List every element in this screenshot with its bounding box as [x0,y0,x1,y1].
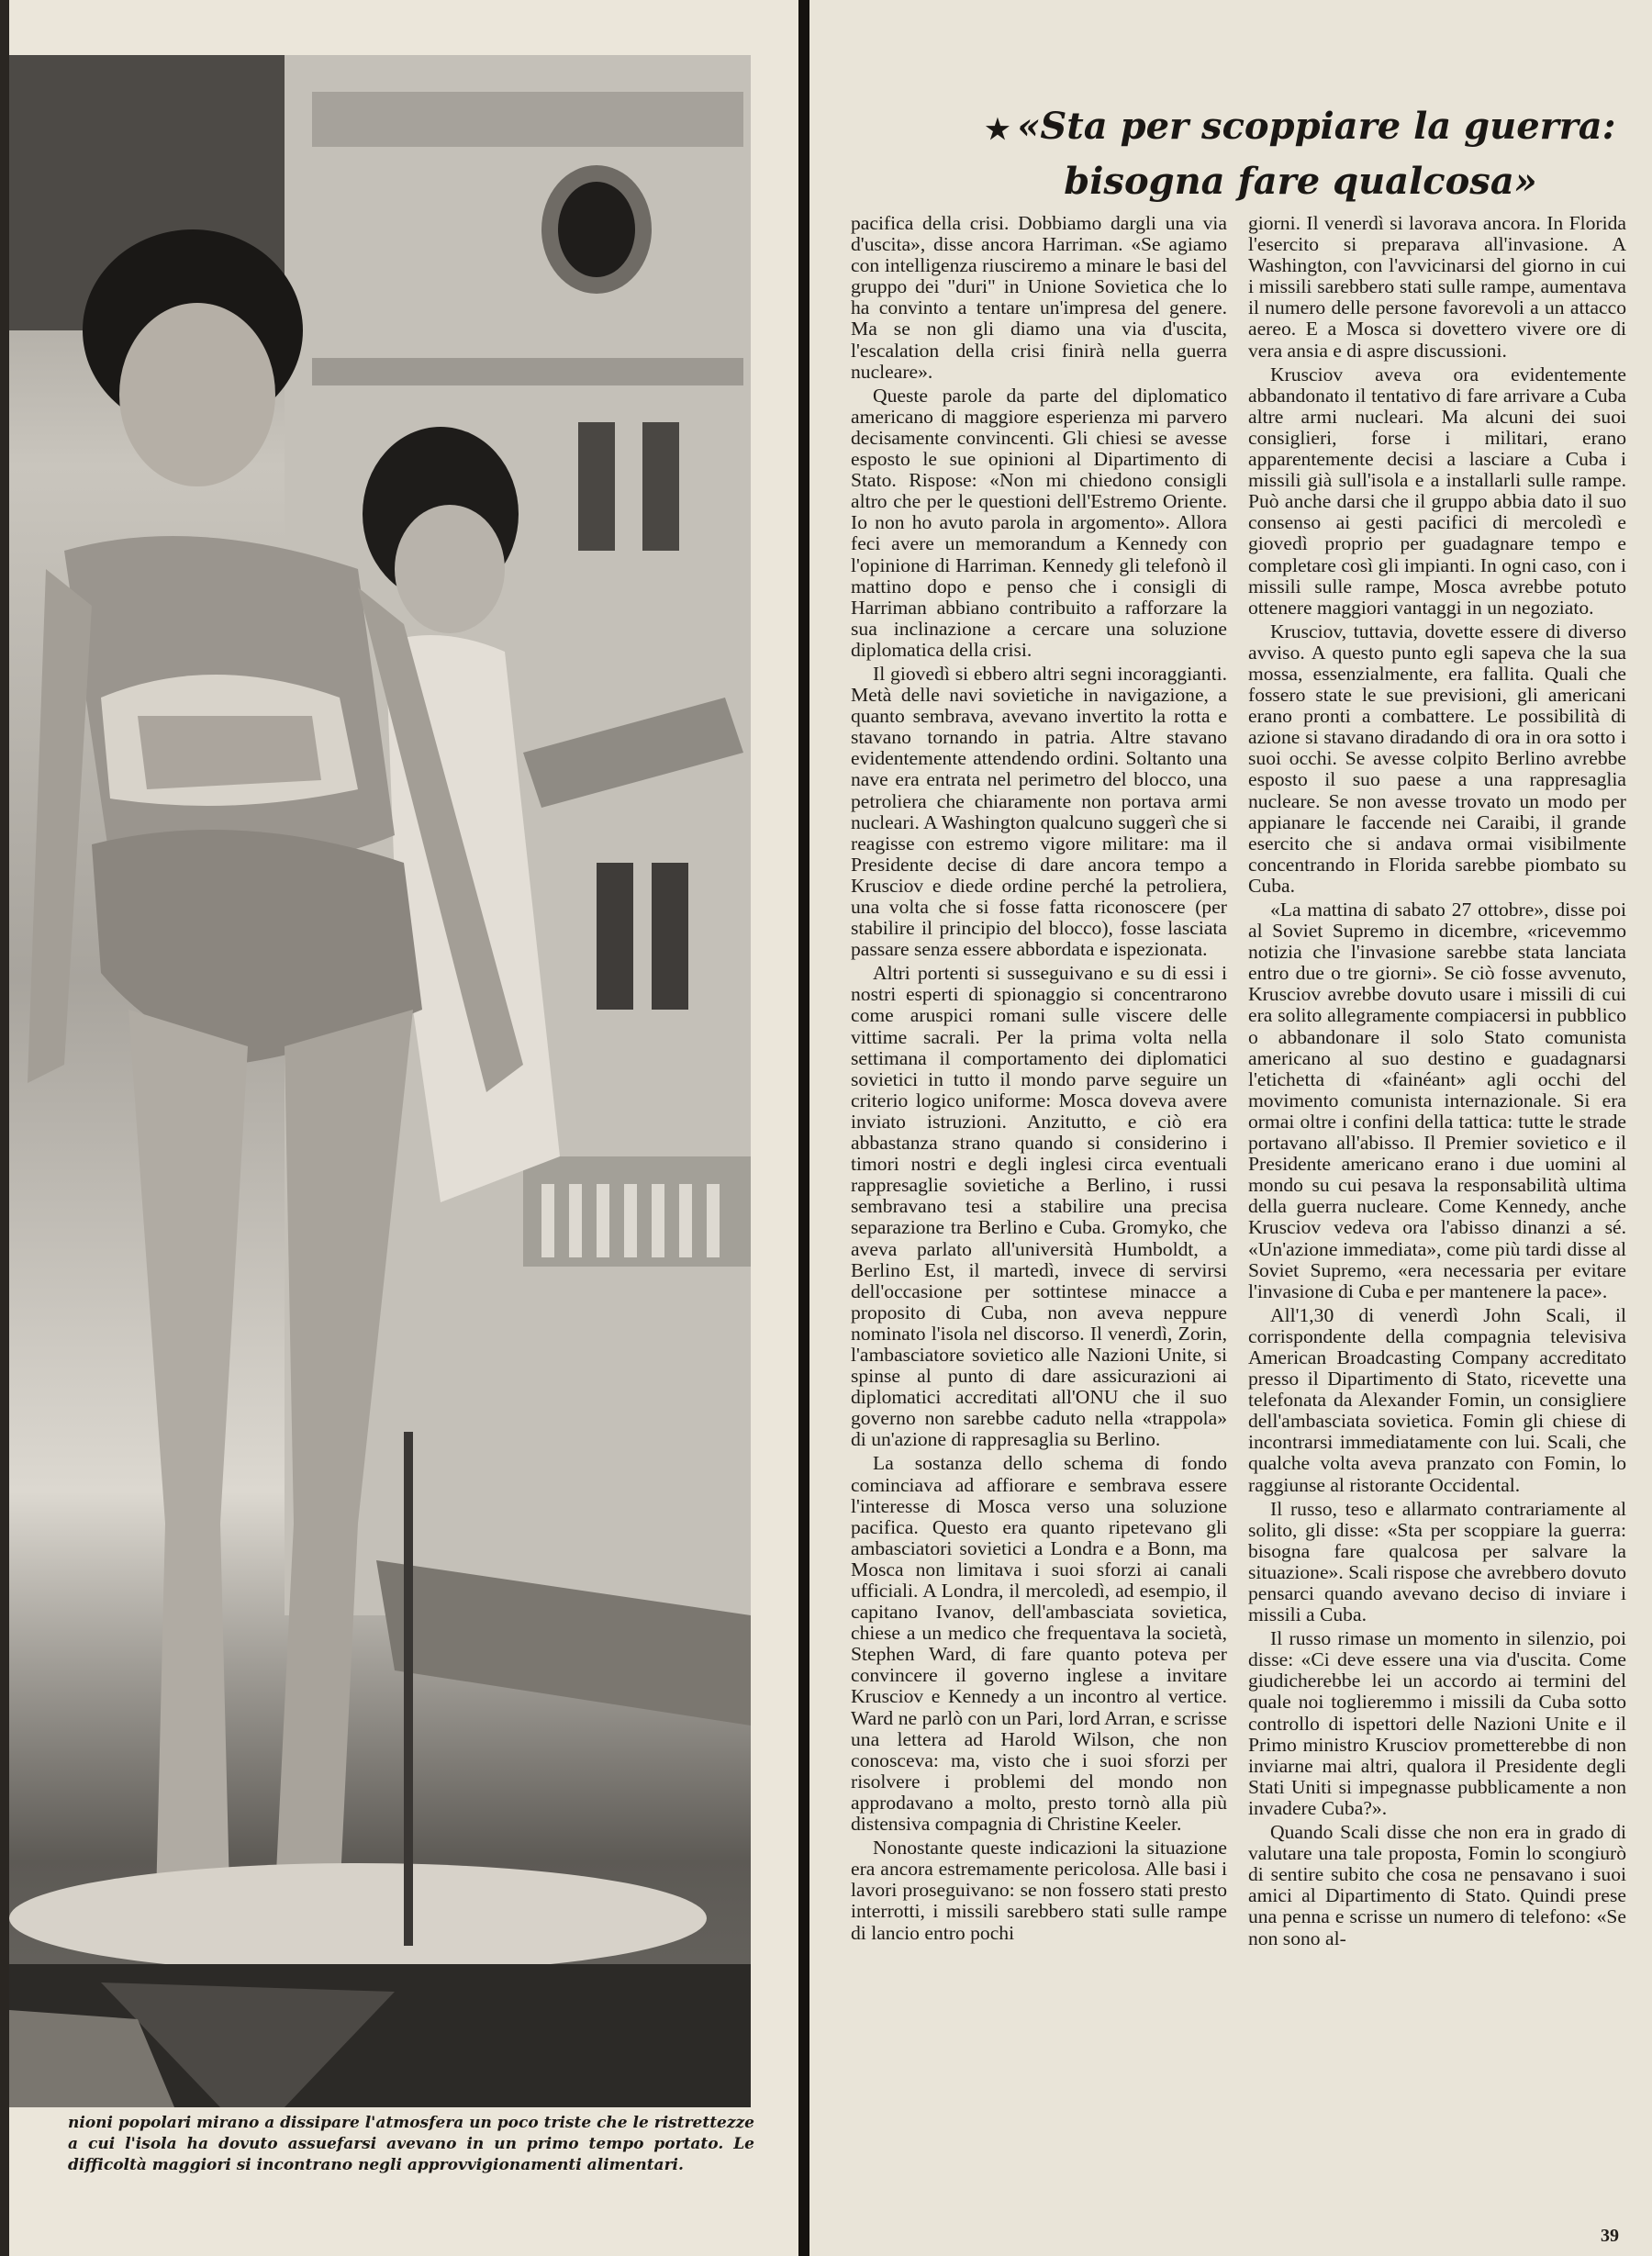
paragraph: Queste parole da parte del diplomatico americano di maggiore esperienza mi parvero decisamente convincenti. Gli chiesi se avesse esposto le sue opinioni al Dipartimento di Stato. Rispose: «Non mi chiedono consigli altro che per le questioni dell'Estremo Oriente. Io non ho avuto parola in argomento». Allora feci avere un memorandum a Kennedy con l'opinione di Harriman. Kennedy gli telefonò il mattino dopo e penso che i consigli di Harriman abbiano contribuito a rafforzare la sua inclinazione a cercare una soluzione diplomatica della crisi. [851,384,1227,661]
bathing-suit-models-photo [9,55,751,2107]
paragraph: La sostanza dello schema di fondo cominciava ad affiorare e sembrava essere l'interesse di Mosca verso una soluzione pacifica. Questo era quanto ripetevano gli ambasciatori sovietici a Londra e a Bonn, ma Mosca non limitava i suoi sforzi ai canali ufficiali. A Londra, il mercoledì, ad esempio, il capitano Ivanov, dell'ambasciata sovietica, chiese a un medico che frequentava la società, Stephen Ward, di fare quanto poteva per convincere il governo inglese a invitare Krusciov e Kennedy a un incontro al vertice. Ward ne parlò con un Pari, lord Arran, e scrisse una lettera ad Harold Wilson, che non conosceva: ma, visto che i suoi sforzi per risolvere i problemi del mondo non approdavano a molto, presto tornò alla più distensiva compagnia di Christine Keeler. [851,1452,1227,1836]
paragraph: Quando Scali disse che non era in grado di valutare una tale proposta, Fomin lo scongiurò di sentire subito che cosa ne pensavano i suoi amici al Dipartimento di Stato. Quindi prese una penna e scrisse un numero di telefono: «Se non sono al- [1248,1821,1626,1949]
headline-line-2: bisogna fare qualcosa» [1064,160,1537,203]
headline-line-1-text: «Sta per scoppiare la guerra: [1017,105,1616,148]
paragraph: «La mattina di sabato 27 ottobre», disse poi al Soviet Supremo in dicembre, «ricevemmo notizia che l'invasione sarebbe stata lanciata entro due o tre giorni». Se ciò fosse avvenuto, Krusciov avrebbe dovuto usare i missili di cui era solito allegramente compiacersi in pubblico o abbandonare il solo Stato comunista americano al suo destino e guadagnarsi l'etichetta di «fainéant» agli occhi del movimento comunista internazionale. Si era ormai oltre i confini della tattica: tutte le strade portavano all'abisso. Il Premier sovietico e il Presidente americano erano i due uomini al mondo su cui pesava la responsabilità ultima della guerra nucleare. Come Kennedy, anche Krusciov vedeva ora l'abisso dinanzi a sé. «Un'azione immediata», come più tardi disse al Soviet Supremo, «era necessaria per evitare l'invasione di Cuba e per mantenere la pace». [1248,899,1626,1302]
magazine-spread [9,0,1648,2256]
paragraph: Nonostante queste indicazioni la situazione era ancora estremamente pericolosa. Alle basi i lavori proseguivano: se non fossero stati presto interrotti, i missili sarebbero stati sulle rampe di lancio entro pochi [851,1837,1227,1944]
article-column-2 [1248,213,1626,2241]
headline-line-1 [966,101,1635,156]
page-number: 39 [1601,2226,1619,2246]
star-icon: ★ [985,114,1010,146]
page-gutter [798,0,809,2256]
paragraph: giorni. Il venerdì si lavorava ancora. In Florida l'esercito si preparava all'invasione. A Washington, con l'avvicinarsi del giorno in cui i missili sarebbero stati sulle rampe, aumentava il numero delle persone favorevoli a un attacco aereo. E a Mosca si dovettero vivere ore di vera ansia e di aspre discussioni. [1248,213,1626,362]
article-headline [966,101,1635,207]
paragraph: Il russo rimase un momento in silenzio, poi disse: «Ci deve essere una via d'uscita. Come giudicherebbe lei un accordo ai termini del quale noi toglieremmo i missili da Cuba sotto controllo di ispettori delle Nazioni Unite e il Primo ministro Krusciov prometterebbe di non inviarne mai altri, qualora il Presidente degli Stati Uniti si impegnasse pubblicamente a non invadere Cuba?». [1248,1627,1626,1819]
paragraph: pacifica della crisi. Dobbiamo dargli una via d'uscita», disse ancora Harriman. «Se agiamo con intelligenza riusciremo a minare le basi del gruppo dei "duri" in Unione Sovietica che lo ha convinto a tentare un'impresa del genere. Ma se non gli diamo una via d'uscita, l'escalation della crisi finirà nella guerra nucleare». [851,213,1227,383]
photo-illustration [9,55,751,2107]
paragraph: Il giovedì si ebbero altri segni incoraggianti. Metà delle navi sovietiche in navigazione, a quanto sembrava, avevano invertito la rotta e stavano tornando in patria. Altre stavano evidentemente attendendo ordini. Soltanto una nave era entrata nel perimetro del blocco, una petroliera che chiaramente non portava armi nucleari. A Washington qualcuno suggerì che si reagisse con estremo vigore militare: ma il Presidente decise di dare ancora tempo a Krusciov e diede ordine perché la petroliera, una volta che si fosse fatta riconoscere (per stabilire il principio del blocco), fosse lasciata passare senza essere abbordata e ispezionata. [851,662,1227,961]
photo-caption: nioni popolari mirano a dissipare l'atmosfera un poco triste che le ristrettezze a cui l'isola ha dovuto assuefarsi avevano in un primo tempo portato. Le difficoltà maggiori si incontrano negli approvvigionamenti alimentari. [68,2114,754,2174]
right-page [809,0,1652,2256]
article-column-1 [851,213,1227,2241]
paragraph: Krusciov aveva ora evidentemente abbandonato il tentativo di fare arrivare a Cuba altre armi nucleari. Ma alcuni dei suoi consiglieri, forse i militari, erano apparentemente decisi a lasciare a Cuba i missili già sull'isola e a installarli sulle rampe. Può anche darsi che il gruppo abbia dato il suo consenso ai gesti pacifici di mercoledì e giovedì proprio per guadagnare tempo e completare così gli impianti. In ogni caso, con i missili sulle rampe, Mosca avrebbe potuto ottenere maggiori vantaggi in un negoziato. [1248,363,1626,619]
paragraph: Krusciov, tuttavia, dovette essere di diverso avviso. A questo punto egli sapeva che la sua mossa, essenzialmente, era fallita. Quali che fossero state le sue previsioni, gli americani erano pronti a combattere. Le possibilità di azione si stavano diradando di ora in ora sotto i suoi occhi. Se avesse colpito Berlino avrebbe esposto il suo paese a una rappresaglia nucleare. Se non avesse trovato un modo per appianare le faccende nei Caraibi, il grande esercito che si andava ormai visibilmente concentrando in Florida sarebbe piombato su Cuba. [1248,620,1626,897]
bleed-through-text [846,18,1635,83]
paragraph: Altri portenti si susseguivano e su di essi i nostri esperti di spionaggio si concentrarono come aruspici romani sulle viscere delle vittime sacrali. Per la prima volta nella settimana il comportamento dei diplomatici sovietici in tutto il mondo parve seguire un criterio logico uniforme: Mosca doveva avere inviato istruzioni. Anzitutto, e ciò era abbastanza strano quando si considerino i timori nostri e degli inglesi circa eventuali rappresaglie sovietiche a Berlino, i russi sembravano tesi a stabilire una precisa separazione tra Berlino e Cuba. Gromyko, che aveva parlato all'università Humboldt, a Berlino Est, il martedì, invece di servirsi dell'occasione per sottintese minacce a proposito di Cuba, non aveva neppure nominato l'isola nel discorso. Il venerdì, Zorin, l'ambasciatore sovietico alle Nazioni Unite, si spinse al punto di dare assicurazioni ai diplomatici accreditati all'ONU che il suo governo non sarebbe caduto nella «trappola» di un'azione di rappresaglia su Berlino. [851,962,1227,1451]
paragraph: Il russo, teso e allarmato contrariamente al solito, gli disse: «Sta per scoppiare la guerra: bisogna fare qualcosa per salvare la situazione». Scali rispose che avrebbero dovuto pensarci quando avevano deciso di inviare i missili a Cuba. [1248,1497,1626,1626]
left-page [9,0,798,2256]
paragraph: All'1,30 di venerdì John Scali, il corrispondente della compagnia televisiva American Broadcasting Company accreditato presso il Dipartimento di Stato, ricevette una telefonata da Alexander Fomin, un consigliere dell'ambasciata sovietica. Fomin gli chiese di incontrarsi immediatamente con lui. Scali, che qualche volta aveva pranzato con Fomin, lo raggiunse al ristorante Occidental. [1248,1303,1626,1496]
